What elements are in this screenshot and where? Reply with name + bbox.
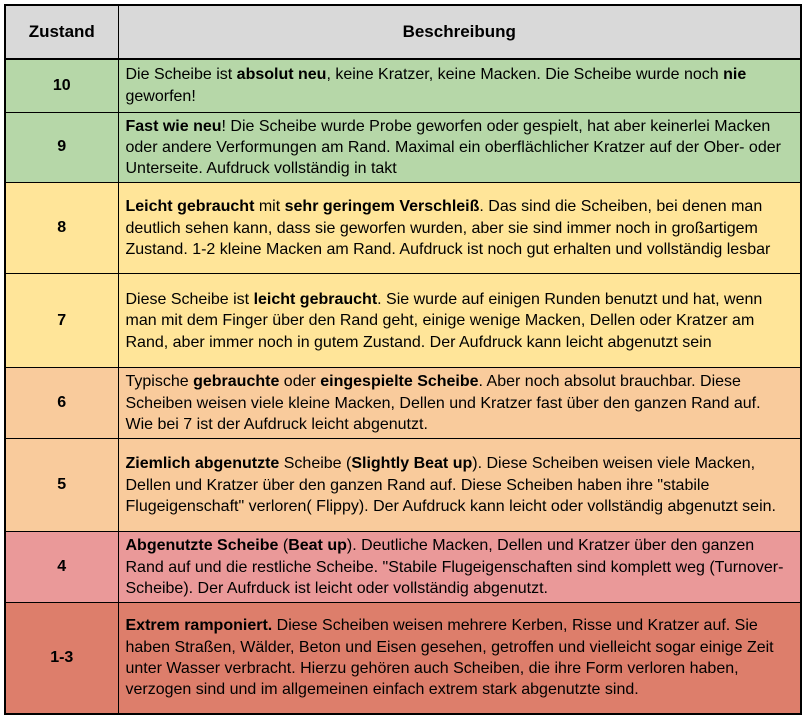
description-text: Scheibe ( <box>279 455 352 473</box>
description-text: ( <box>278 537 289 555</box>
description-text: Diese Scheibe ist <box>125 290 254 308</box>
table-row <box>5 59 801 112</box>
condition-description <box>118 603 801 714</box>
description-text: . Sie wurde auf einigen Runden benutzt und hat, wenn man mit dem Finger über den Rand geht, einige wenige Macken, Dellen oder Kratzer am Rand, aber immer noch in gutem Zustand. Der Aufdruck kann leicht abgenutzt sein <box>125 290 763 351</box>
table-row <box>5 274 801 368</box>
description-bold-text: eingespielte Scheibe <box>320 373 479 391</box>
description-text: ). Diese Scheiben weisen viele Macken, Dellen und Kratzer über den ganzen Rand auf. Diese Scheiben haben ihre "stabile Flugeigenschaft" verloren( Flippy). Der Aufdruck kann leicht oder vollständig abgenutzt sein. <box>125 455 776 515</box>
table-header <box>5 5 801 59</box>
condition-description <box>118 59 801 112</box>
description-bold-text: Slightly Beat up <box>351 455 473 473</box>
table-row <box>5 532 801 603</box>
description-text: geworfen! <box>125 87 196 105</box>
table-row <box>5 439 801 532</box>
table-row <box>5 183 801 274</box>
condition-description <box>118 183 801 274</box>
condition-rows <box>5 59 801 714</box>
description-text: ). Deutliche Macken, Dellen und Kratzer über den ganzen Rand auf und die restliche Scheibe. "Stabile Flugeigenschaften sind komplett weg (Turnover-Scheibe). Der Aufrduck ist leicht oder vollständig abgenutzt. <box>125 537 784 597</box>
condition-description <box>118 368 801 439</box>
description-bold-text: Leicht gebraucht <box>125 198 255 216</box>
description-text: oder <box>279 373 321 391</box>
condition-value: 4 <box>5 532 118 603</box>
description-text: . Aber noch absolut brauchbar. Diese Scheiben weisen viele kleine Macken, Dellen und Kratzer fast über den ganzen Rand auf. Wie bei 7 ist der Aufdruck leicht abgenutzt. <box>125 373 761 433</box>
description-bold-text: gebrauchte <box>193 373 280 391</box>
disc-condition-table <box>4 4 802 715</box>
table-row <box>5 112 801 183</box>
condition-value: 10 <box>5 59 118 112</box>
description-text: Die Scheibe ist <box>125 66 237 84</box>
header-row <box>5 5 801 59</box>
description-bold-text: Ziemlich abgenutzte <box>125 455 280 473</box>
description-bold-text: absolut neu <box>236 66 327 84</box>
description-bold-text: Extrem ramponiert. <box>125 617 273 635</box>
description-bold-text: Beat up <box>288 537 347 555</box>
condition-value: 5 <box>5 439 118 532</box>
description-bold-text: nie <box>723 66 747 84</box>
table-row <box>5 368 801 439</box>
description-text: mit <box>254 198 285 216</box>
condition-value: 9 <box>5 112 118 183</box>
description-text: Typische <box>125 373 194 391</box>
description-text: , keine Kratzer, keine Macken. Die Scheibe wurde noch <box>326 66 724 84</box>
description-text: ! Die Scheibe wurde Probe geworfen oder gespielt, hat aber keinerlei Macken oder andere Verformungen am Rand. Maximal ein oberflächlicher Kratzer auf der Ober- oder Unterseite. Aufdruck vollständig in takt <box>125 117 781 178</box>
condition-value: 7 <box>5 274 118 368</box>
table-row <box>5 603 801 714</box>
condition-description <box>118 274 801 368</box>
column-header-zustand: Zustand <box>5 5 118 59</box>
condition-description <box>118 532 801 603</box>
description-bold-text: leicht gebraucht <box>253 290 378 308</box>
condition-description <box>118 112 801 183</box>
condition-value: 6 <box>5 368 118 439</box>
condition-description <box>118 439 801 532</box>
condition-value: 8 <box>5 183 118 274</box>
description-bold-text: Fast wie neu <box>125 117 222 135</box>
description-text: . Das sind die Scheiben, bei denen man deutlich sehen kann, dass sie geworfen wurden, aber sie sind immer noch in großartigem Zustand. 1-2 kleine Macken am Rand. Aufdruck ist noch gut erhalten und vollständig lesbar <box>125 198 771 259</box>
description-text: Diese Scheiben weisen mehrere Kerben, Risse und Kratzer auf. Sie haben Straßen, Wälder, Beton und Eisen gesehen, getroffen und vielleicht sogar einige Zeit unter Wasser verbracht. Hierzu gehören auch Scheiben, die ihre Form verloren haben, verzogen sind und im allgemeinen einfach extrem stark abgenutzte sind. <box>125 617 774 699</box>
condition-value: 1-3 <box>5 603 118 714</box>
description-bold-text: Abgenutzte Scheibe <box>125 537 279 555</box>
description-bold-text: sehr geringem Verschleiß <box>284 198 480 216</box>
column-header-beschreibung: Beschreibung <box>118 5 801 59</box>
